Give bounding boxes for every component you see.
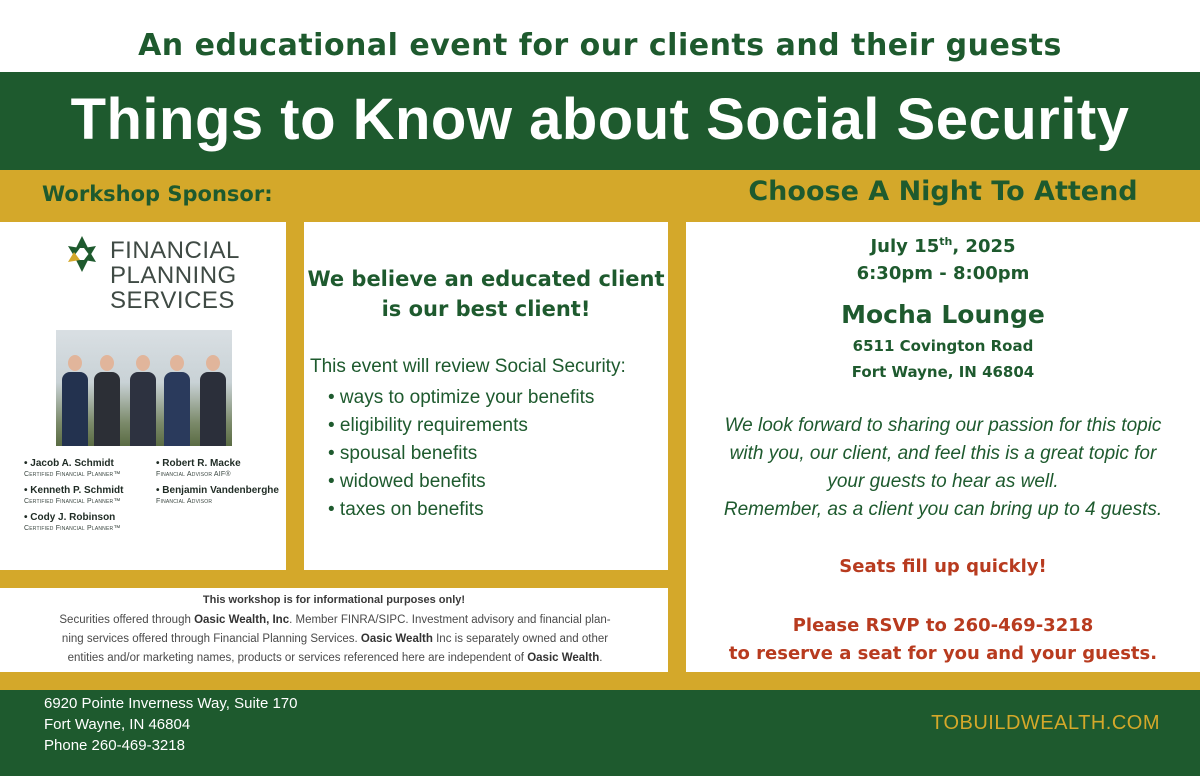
rsvp-line: Please RSVP to 260-469-3218 <box>792 615 1094 636</box>
event-date-suffix: th <box>939 235 953 248</box>
choose-night-heading: Choose A Night To Attend <box>748 176 1138 207</box>
belief-line: We believe an educated client <box>307 267 665 291</box>
person-figure <box>62 355 88 446</box>
advisor-list-left <box>24 458 164 539</box>
advisor-name: • Benjamin Vandenberghe <box>156 485 279 496</box>
rsvp-line: to reserve a seat for you and your guests. <box>728 643 1158 664</box>
advisor-credential: Certified Financial Planner™ <box>24 525 121 532</box>
advisor-credential: Certified Financial Planner™ <box>24 471 121 478</box>
advisor-name: • Jacob A. Schmidt <box>24 458 114 469</box>
review-topic: • spousal benefits <box>328 443 478 464</box>
event-venue: Mocha Lounge <box>841 300 1045 329</box>
logo-line: SERVICES <box>110 287 235 314</box>
review-topic: • eligibility requirements <box>328 415 528 436</box>
belief-statement <box>304 264 668 324</box>
venue-address <box>686 333 1200 385</box>
review-intro: This event will review Social Security: <box>310 356 626 377</box>
venue-street: 6511 Covington Road <box>852 337 1034 355</box>
advisor-entry <box>156 458 286 478</box>
review-topic: • widowed benefits <box>328 471 486 492</box>
event-date <box>686 228 1200 260</box>
advisor-credential: Certified Financial Planner™ <box>24 498 121 505</box>
disclaimer-text <box>8 611 662 668</box>
logo-line: FINANCIAL <box>110 237 240 264</box>
disclaimer-firm: Oasic Wealth <box>527 652 600 664</box>
team-photo <box>56 330 232 446</box>
advisor-name: • Kenneth P. Schmidt <box>24 485 124 496</box>
person-figure <box>94 355 120 446</box>
financial-planning-star-icon <box>60 234 104 274</box>
event-date-time <box>686 228 1200 287</box>
logo-line: PLANNING <box>110 262 237 289</box>
disclaimer-title: This workshop is for informational purposes only! <box>202 594 466 606</box>
review-topics-list <box>328 384 594 524</box>
disclaimer-fragment: Securities offered through <box>59 614 195 626</box>
disclaimer-line <box>8 611 662 630</box>
review-topic: • taxes on benefits <box>328 499 484 520</box>
website-link[interactable]: TOBUILDWEALTH.COM <box>931 712 1160 734</box>
rsvp-notice <box>686 612 1200 668</box>
advisor-name: • Robert R. Macke <box>156 458 241 469</box>
event-date-year: , 2025 <box>952 236 1016 257</box>
advisor-entry <box>156 485 286 505</box>
footer-address <box>44 693 297 756</box>
disclaimer-fragment: ning services offered through Financial Planning Services. <box>61 633 361 645</box>
message-line: your guests to hear as well. <box>827 471 1059 492</box>
advisor-entry <box>24 458 164 478</box>
disclaimer-fragment: Inc is separately owned and other <box>432 633 609 645</box>
advisor-list-right <box>156 458 286 512</box>
event-date-day: July 15 <box>870 236 940 257</box>
disclaimer-fragment: . Member FINRA/SIPC. Investment advisory and financial plan- <box>289 614 611 626</box>
footer-address-line: 6920 Pointe Inverness Way, Suite 170 <box>44 695 298 712</box>
person-figure <box>130 355 156 446</box>
seats-notice: Seats fill up quickly! <box>839 556 1047 577</box>
page-title: Things to Know about Social Security <box>70 87 1130 152</box>
message-line: We look forward to sharing our passion for this topic <box>724 415 1162 436</box>
disclaimer-firm: Oasic Wealth, Inc <box>194 614 290 626</box>
belief-line: is our best client! <box>381 297 591 321</box>
event-time: 6:30pm - 8:00pm <box>856 263 1030 284</box>
event-tagline: An educational event for our clients and their guests <box>138 28 1062 63</box>
advisor-credential: Financial Advisor AIF® <box>156 471 231 478</box>
advisor-credential: Financial Advisor <box>156 498 213 505</box>
disclaimer-fragment: . <box>599 652 603 664</box>
advisor-entry <box>24 485 164 505</box>
sponsor-logo-text <box>110 238 240 313</box>
disclaimer-line <box>8 630 662 649</box>
message-line: Remember, as a client you can bring up to 4 guests. <box>723 499 1163 520</box>
disclaimer-fragment: entities and/or marketing names, products or services referenced here are independent of <box>67 652 528 664</box>
review-topic: • ways to optimize your benefits <box>328 387 595 408</box>
message-line: with you, our client, and feel this is a great topic for <box>729 443 1157 464</box>
footer-phone: Phone 260-469-3218 <box>44 737 185 754</box>
venue-city: Fort Wayne, IN 46804 <box>851 363 1035 381</box>
advisor-name: • Cody J. Robinson <box>24 512 116 523</box>
advisor-entry <box>24 512 164 532</box>
footer-address-line: Fort Wayne, IN 46804 <box>44 716 191 733</box>
event-message <box>690 412 1196 524</box>
disclaimer-line <box>8 649 662 668</box>
person-figure <box>200 355 226 446</box>
disclaimer-firm: Oasic Wealth <box>360 633 433 645</box>
sponsor-heading: Workshop Sponsor: <box>42 182 273 206</box>
person-figure <box>164 355 190 446</box>
